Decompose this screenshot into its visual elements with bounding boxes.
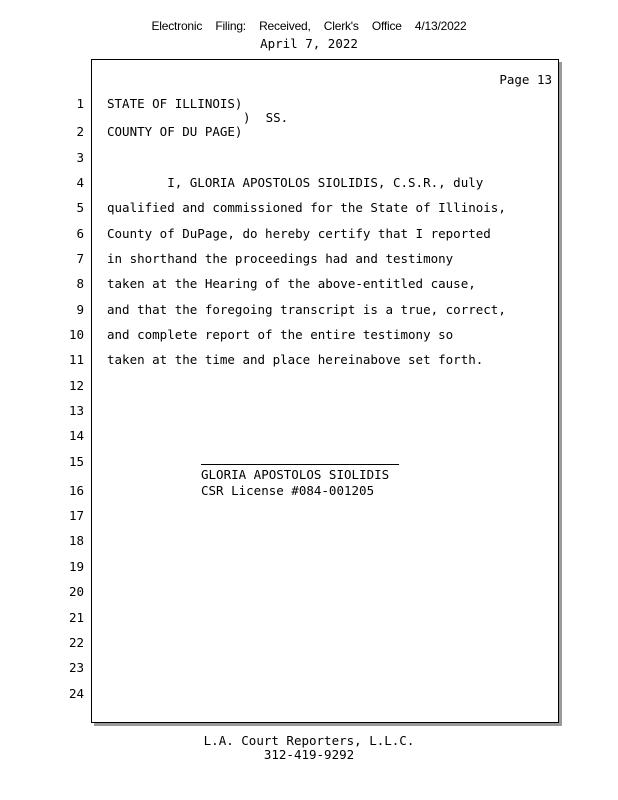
line-number: 17 bbox=[68, 508, 84, 523]
line-number: 20 bbox=[68, 584, 84, 599]
line-number: 18 bbox=[68, 533, 84, 548]
line-number: 15 bbox=[68, 454, 84, 469]
line-number: 13 bbox=[68, 403, 84, 418]
reporter-name: GLORIA APOSTOLOS SIOLIDIS bbox=[201, 467, 390, 482]
transcript-line: and that the foregoing transcript is a true, correct, bbox=[107, 302, 506, 317]
line-number: 12 bbox=[68, 378, 84, 393]
stamp-word: Received, bbox=[259, 19, 311, 33]
line-number: 3 bbox=[76, 150, 84, 165]
line-number: 22 bbox=[68, 635, 84, 650]
line-number: 9 bbox=[76, 302, 84, 317]
line-number: 11 bbox=[68, 352, 84, 367]
caption-ss: ) SS. bbox=[243, 110, 289, 125]
hearing-date: April 7, 2022 bbox=[260, 36, 358, 51]
line-number: 5 bbox=[76, 200, 84, 215]
reporter-license: CSR License #084-001205 bbox=[201, 483, 375, 498]
line-number: 8 bbox=[76, 276, 84, 291]
transcript-line: taken at the Hearing of the above-entitled cause, bbox=[107, 276, 476, 291]
signature-line bbox=[201, 464, 399, 465]
transcript-page bbox=[91, 59, 559, 723]
transcript-line: taken at the time and place hereinabove set forth. bbox=[107, 352, 484, 367]
line-number: 16 bbox=[68, 483, 84, 498]
stamp-word: Filing: bbox=[215, 19, 246, 33]
page-number: Page 13 bbox=[499, 72, 552, 87]
stamp-word: Electronic bbox=[151, 19, 203, 33]
line-number: 23 bbox=[68, 660, 84, 675]
transcript-line: qualified and commissioned for the State of Illinois, bbox=[107, 200, 506, 215]
line-number: 19 bbox=[68, 559, 84, 574]
line-number: 7 bbox=[76, 251, 84, 266]
line-number: 4 bbox=[76, 175, 84, 190]
footer-company: L.A. Court Reporters, L.L.C. bbox=[203, 733, 415, 748]
transcript-line: and complete report of the entire testimony so bbox=[107, 327, 454, 342]
caption-state: STATE OF ILLINOIS) bbox=[107, 96, 243, 111]
caption-county: COUNTY OF DU PAGE) bbox=[107, 124, 243, 139]
footer-phone: 312-419-9292 bbox=[263, 747, 355, 762]
transcript-line: County of DuPage, do hereby certify that I reported bbox=[107, 226, 491, 241]
line-number: 21 bbox=[68, 610, 84, 625]
stamp-word: Clerk's bbox=[323, 19, 359, 33]
line-number: 10 bbox=[68, 327, 84, 342]
line-number: 14 bbox=[68, 428, 84, 443]
stamp-word: Office bbox=[371, 19, 402, 33]
stamp-word: 4/13/2022 bbox=[414, 19, 467, 33]
line-number: 24 bbox=[68, 686, 84, 701]
line-number: 6 bbox=[76, 226, 84, 241]
transcript-line: in shorthand the proceedings had and testimony bbox=[107, 251, 454, 266]
line-number: 2 bbox=[76, 124, 84, 139]
transcript-line: I, GLORIA APOSTOLOS SIOLIDIS, C.S.R., duly bbox=[107, 175, 484, 190]
efiling-stamp bbox=[0, 19, 618, 33]
line-number: 1 bbox=[76, 96, 84, 111]
